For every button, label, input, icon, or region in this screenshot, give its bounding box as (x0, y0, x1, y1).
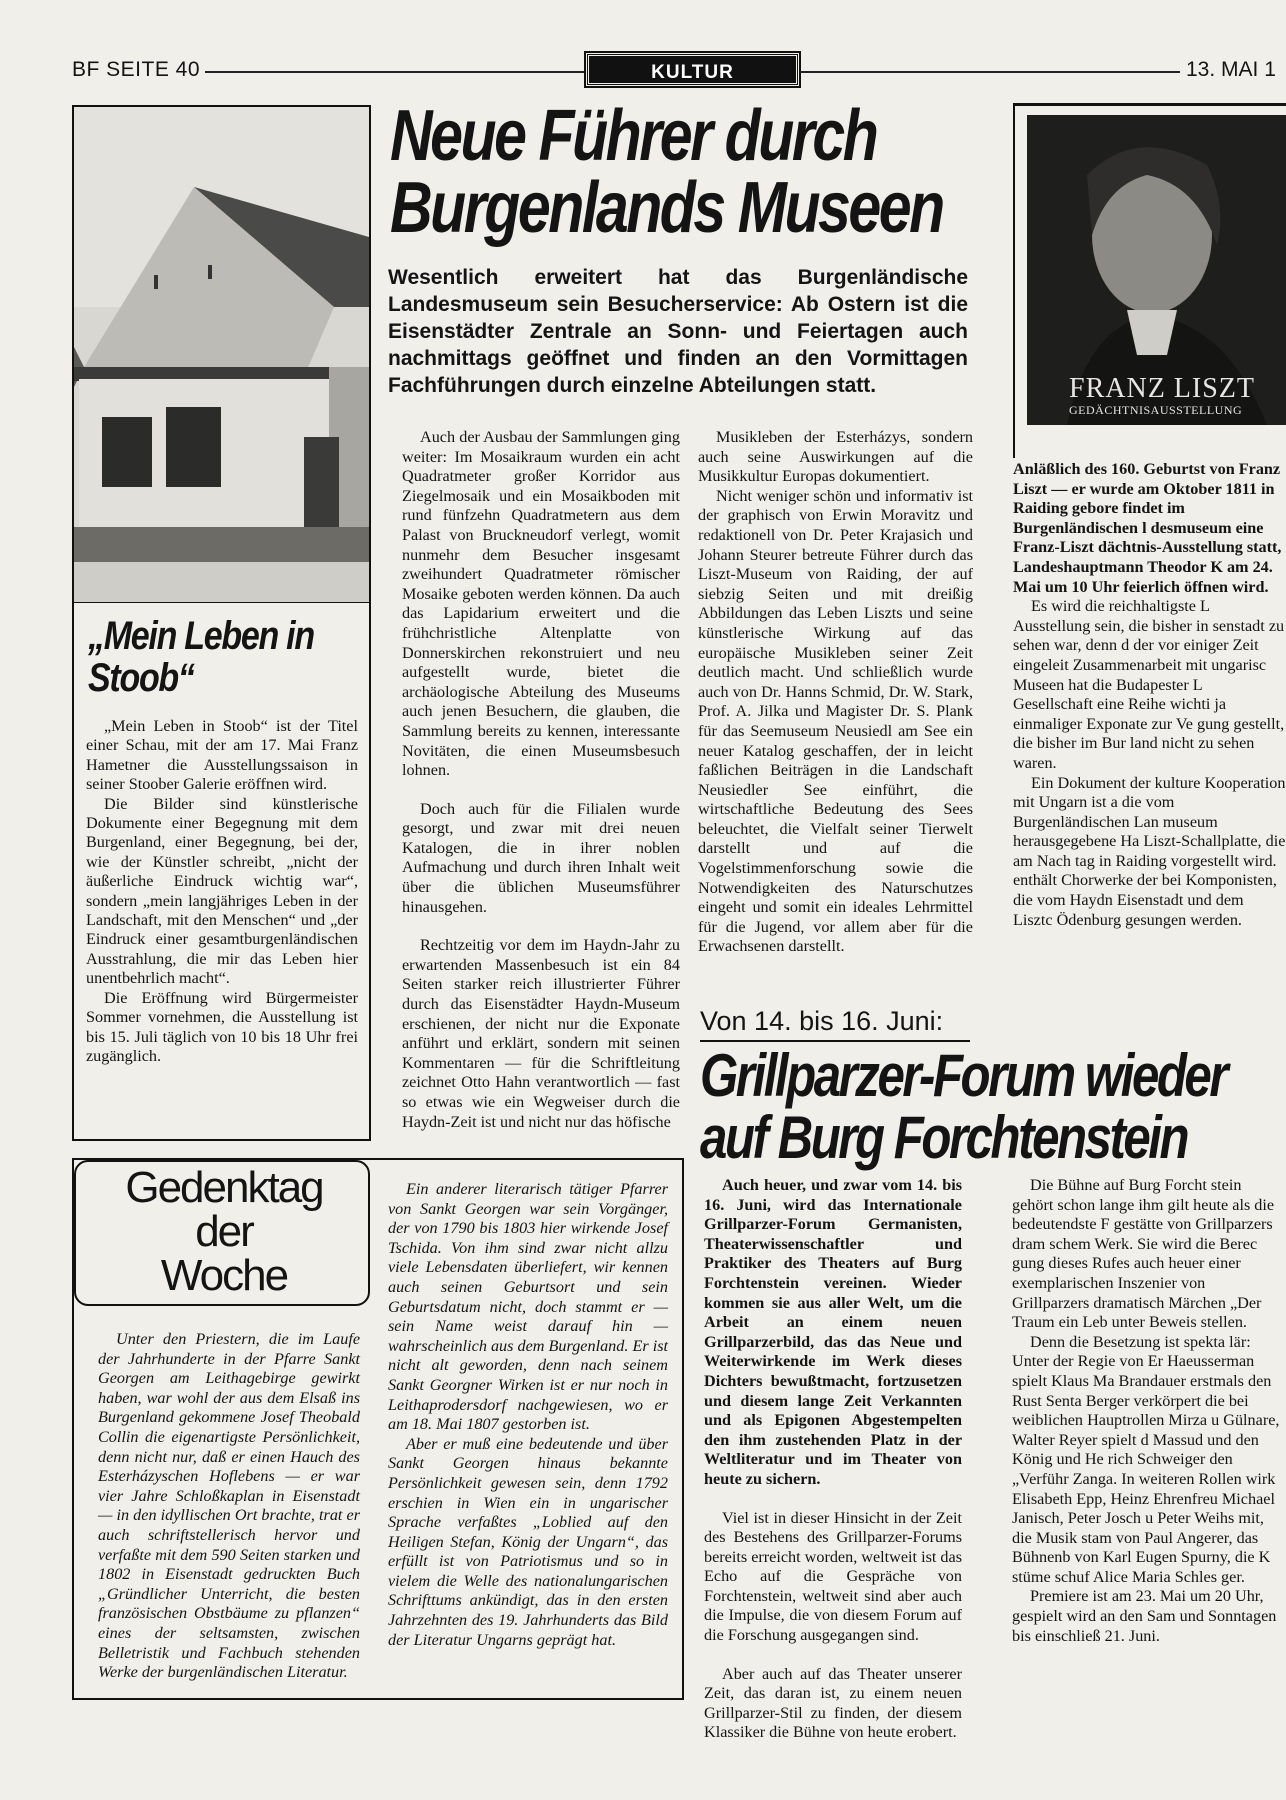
liszt-paragraph: Ein Dokument der kulture Kooperation mit Ungarn ist a die vom Burgenländischen Lan museum herausgegebene Ha Liszt-Schallplatte, die am Nach tag in Raiding vorgestellt wird. enthält Chorwerke der bei Komponisten, die vom Haydn Eisenstadt und dem Lisztc Ödenburg gesungen werden. (1013, 773, 1286, 929)
gedenktag-title-frame (74, 1160, 370, 1306)
page-number: BF SEITE 40 (72, 58, 201, 81)
stoob-body (86, 717, 358, 1066)
gedenktag-title-2: der (195, 1207, 253, 1256)
grillparzer-paragraph: Aber auch auf das Theater unserer Zeit, das daran ist, zu einem neuen Grillparzer-Stil zu finden, der diesem Klassiker die Bühne von heute erobert. (704, 1664, 962, 1742)
gedenktag-paragraph: Unter den Priestern, die im Laufe der Jahrhunderte in der Pfarre Sankt Georgen am Leithagebirge gewirkt haben, war wohl der aus dem Elsaß ins Burgenland gekommene Josef Theobald Collin die eigenartigste Persönlichkeit, denn nicht nur, daß er einen Hauch des Esterházyschen Hoflebens — er war vier Jahre Schloßkaplan in Eisenstadt — in den idyllischen Ort brachte, trat er auch schriftstellerisch hervor und verfaßte mit dem 590 Seiten starken und 1802 in Eisenstadt gedruckten Buch „Gründlicher Unterricht, die besten französischen Obstbäume zu pflanzen“ eines der seltsamsten, zwischen Belletristik und Fachbuch stehenden Werke der burgenländischen Literatur. (98, 1330, 360, 1682)
grillparzer-paragraph: Premiere ist am 23. Mai um 20 Uhr, gespielt wird an den Sam und Sonntagen bis einschließ 21. Juni. (1012, 1587, 1277, 1645)
main-paragraph: Auch der Ausbau der Sammlungen ging weiter: Im Mosaikraum wurden ein acht Quadratmeter großer Korridor aus Ziegelmosaik und ein Mosaikboden mit rund fünfzehn Quadratmetern aus dem Palast von Bruckneudorf verlegt, womit nunmehr dem Besucher insgesamt zweihundert Quadratmeter römischer Mosaike geboten werden können. Da auch das Lapidarium erweitert und die frühchristliche Altenplatte von Donnerskirchen rekonstruiert und neu aufgestellt wurde, bietet die archäologische Abteilung des Museums auch jenen Besuchern, die glauben, die Sammlung bereits zu kennen, interessante Novitäten, die einen Museumsbesuch lohnen. (402, 428, 680, 780)
main-paragraph: Musikleben der Esterházys, sondern auch seine Auswirkungen auf die Musikkultur Europas dokumentiert. (698, 428, 973, 486)
grillparzer-paragraph: Die Bühne auf Burg Forcht stein gehört schon lange ihm gilt heute als die bedeutendste F gestätte von Grillparzers dram schem Werk. Sie wird die Berec gung dieses Rufes auch heuer einer exemplarischen Inszenier von Grillparzers dramatisch Märchen „Der Traum ein Leb unter Beweis stellen. (1012, 1176, 1275, 1332)
house-image (74, 107, 369, 601)
stoob-paragraph: „Mein Leben in Stoob“ ist der Titel einer Schau, mit der am 17. Mai Franz Hametner die Ausstellungssaison in seiner Stoober Galerie eröffnen wird. (86, 717, 358, 794)
liszt-photo-title: FRANZ LISZT (1069, 373, 1255, 404)
header-rule-left (205, 71, 586, 73)
gedenktag-paragraph: Ein anderer literarisch tätiger Pfarrer von Sankt Georgen war sein Vorgänger, der von 1790 bis 1803 hier wirkende Josef Tschida. Von ihm sind zwar nicht allzu viele Lebensdaten überliefert, wir kennen auch seinen Geburtsort und sein Geburtsdatum nicht, doch stammt er — sein Name weist darauf hin — wahrscheinlich aus dem Burgenland. Er ist nicht alt geworden, denn nach seinem Sankt Georgner Wirken ist er nur noch in Leithaprodersdorf nachgewiesen, wo er am 18. Mai 1807 gestorben ist. (388, 1180, 668, 1434)
liszt-top-rule (1013, 103, 1286, 106)
stoob-headline: „Mein Leben in Stoob“ (88, 614, 314, 700)
main-col-1 (402, 428, 680, 1131)
main-paragraph: Rechtzeitig vor dem im Haydn-Jahr zu erwartenden Massenbesuch ist ein 84 Seiten starker reich illustrierter Führer durch das Eisenstädter Haydn-Museum erschienen, der nicht nur die Exponate anführt und erklärt, sondern mit seinen Kommentaren — für die Schriftleitung zeichnet Otto Hahn verantwortlich — fast so etwas wie ein Wegweiser durch die Haydn-Zeit ist und nicht nur das höfische (402, 936, 680, 1131)
grillparzer-paragraph: Auch heuer, und zwar vom 14. bis 16. Juni, wird das Internationale Grillparzer-Forum Germanisten, Theaterwissenschaftler und Praktiker des Theaters auf Burg Forchtenstein vereinen. Wieder kommen sie aus aller Welt, um die Arbeit an einem neuen Grillparzerbild, das das Neue und Weiterwirkende im Werk dieses Dichters bewußtmacht, fortzusetzen und diesem lange Zeit Verkannten und als Epigonen Abgestempelten den ihm zustehenden Platz in der Weltliteratur und im Theater von heute zu sichern. (704, 1176, 962, 1488)
main-paragraph: Nicht weniger schön und informativ ist der graphisch von Erwin Moravitz und redaktionell von Dr. Peter Krajasich und Johann Steurer betreute Führer durch das Liszt-Museum von Raiding, der auf siebzig Seiten und mit dreißig Abbildungen das Leben Liszts und seine künstlerische Wirkung auf das europäische Musikleben seiner Zeit deutlich macht. Und schließlich wurde auch von Dr. Hanns Schmid, Dr. W. Stark, Prof. A. Jilka und Magister Dr. S. Plank für das Seemuseum Neusiedl am See ein neuer Katalog geschaffen, der in leicht faßlichen Beiträgen in die Landschaft Neusiedler See einführt, die wirtschaftliche Bedeutung des Sees beleuchtet, die Vielfalt seiner Tierwelt darstellt und auf die Vogelstimmenforschung sowie die Notwendigkeiten des Naturschutzes eingeht und somit ein ideales Lehrmittel für die Jugend, vor allem aber für die Erwachsenen darstellt. (698, 486, 973, 956)
gedenktag-col-1 (98, 1330, 360, 1690)
grillparzer-headline (700, 1042, 1286, 1176)
gedenktag-box (72, 1158, 684, 1700)
liszt-paragraph: Anläßlich des 160. Geburtst von Franz Liszt — er wurde am Oktober 1811 in Raiding gebore findet im Burgenländischen l desmuseum eine Franz-Liszt dächtnis-Ausstellung statt, Landeshauptmann Theodor K am 24. Mai um 10 Uhr feierlich öffnen wird. (1013, 460, 1282, 596)
header-rule-right (800, 71, 1180, 73)
section-badge: KULTUR (586, 53, 799, 86)
gedenktag-paragraph: Aber er muß eine bedeutende und über Sankt Georgen hinaus bekannte Persönlichkeit gewesen sein, denn 1792 erschien in Wien ein in ungarischer Sprache verfaßtes „Loblied auf den Heiligen Stefan, König der Ungarn“, das erfüllt ist von Patriotismus und so in vielem die Welle des nationalungarischen Schrifttums ankündigt, das in den ersten Jahrzehnten des 19. Jahrhunderts das Bild der Literatur Ungarns geprägt hat. (388, 1434, 668, 1649)
liszt-side-rule (1013, 103, 1015, 458)
gedenktag-title-1: Gedenktag (125, 1163, 323, 1212)
stoob-box (72, 105, 371, 1141)
main-paragraph: Doch auch für die Filialen wurde gesorgt, und zwar mit drei neuen Katalogen, die in ihrer noblen Aufmachung und durch ihren Inhalt weit über die üblichen Museumsführer hinausgehen. (402, 799, 680, 916)
main-col-2 (698, 428, 973, 988)
liszt-paragraph: Es wird die reichhaltigste L Ausstellung sein, die bisher in senstadt zu sehen war, denn d der vor einiger Zeit eingeleit Zusammenarbeit mit ungarisc Museen hat die Budapester L Gesellschaft eine Reihe wichti ja einmaliger Exponate zur Ve gung gestellt, die bisher im Bur land nicht zu sehen waren. (1013, 597, 1285, 772)
liszt-photo (1027, 115, 1286, 425)
grillparzer-paragraph: Viel ist in dieser Hinsicht in der Zeit des Bestehens des Grillparzer-Forums bereits erreicht worden, weltweit ist das Echo auf die Gespräche von Forchtenstein, weltweit sind aber auch die Impulse, die von diesem Forum auf die Forschung ausgegangen sind. (704, 1508, 963, 1645)
gedenktag-title-3: Woche (160, 1251, 288, 1300)
gedenktag-col-2 (388, 1180, 668, 1690)
grillparzer-col-2 (1012, 1176, 1286, 1676)
issue-date: 13. MAI 1 (1186, 58, 1276, 81)
liszt-body (1013, 460, 1286, 990)
stoob-paragraph: Die Eröffnung wird Bürgermeister Sommer vornehmen, die Ausstellung ist bis 15. Juli täglich von 10 bis 18 Uhr frei zugänglich. (86, 988, 358, 1065)
main-headline-line1: Neue Führer durch (390, 96, 877, 176)
grillparzer-kicker: Von 14. bis 16. Juni: (700, 1006, 944, 1036)
house-photo (74, 107, 369, 603)
grillparzer-headline-line1: Grillparzer-Forum wieder (700, 1042, 1227, 1109)
liszt-photo-subtitle: GEDÄCHTNISAUSSTELLUNG (1069, 403, 1243, 417)
main-lead: Wesentlich erweitert hat das Burgenländische Landesmuseum sein Besucherservice: Ab Ostern ist die Eisenstädter Zentrale an Sonn- und Feiertagen auch nachmittags geöffnet und finden an den Vormittagen Fachführungen durch einzelne Abteilungen statt. (388, 266, 968, 397)
grillparzer-col-1 (704, 1176, 963, 1742)
grillparzer-headline-line2: auf Burg Forchtenstein (700, 1104, 1188, 1171)
grillparzer-paragraph: Denn die Besetzung ist spekta lär: Unter der Regie von Er Haeusserman spielt Klaus Ma Brandauer erstmals den Rust Senta Berger verkörpert die bei weiblichen Hauptrollen Mirza u Gülnare, Walter Reyer spielt d Massud und den König und He rich Schweiger den „Verführ Zanga. In weiteren Rollen wirk Elisabeth Epp, Heinz Ehrenfreu Michael Janisch, Peter Josch u Peter Weihs mit, die Musik stam von Paul Angerer, das Bühnenb von Karl Eugen Spurny, die K stüme schuf Alice Maria Schles ger. (1012, 1332, 1280, 1586)
stoob-paragraph: Die Bilder sind künstlerische Dokumente einer Begegnung mit dem Burgenland, einer Begegnung, bei der, wie der Künstler schreibt, „nicht der äußerliche Eindruck wichtig war“, sondern „mein langjähriges Leben in der Landschaft, mit den Menschen“ und „der Eindruck einer gesamtburgenländischen Ausstrahlung, die mir das Leben hier unentbehrlich macht“. (86, 794, 358, 988)
main-headline-line2: Burgenlands Museen (390, 168, 943, 248)
